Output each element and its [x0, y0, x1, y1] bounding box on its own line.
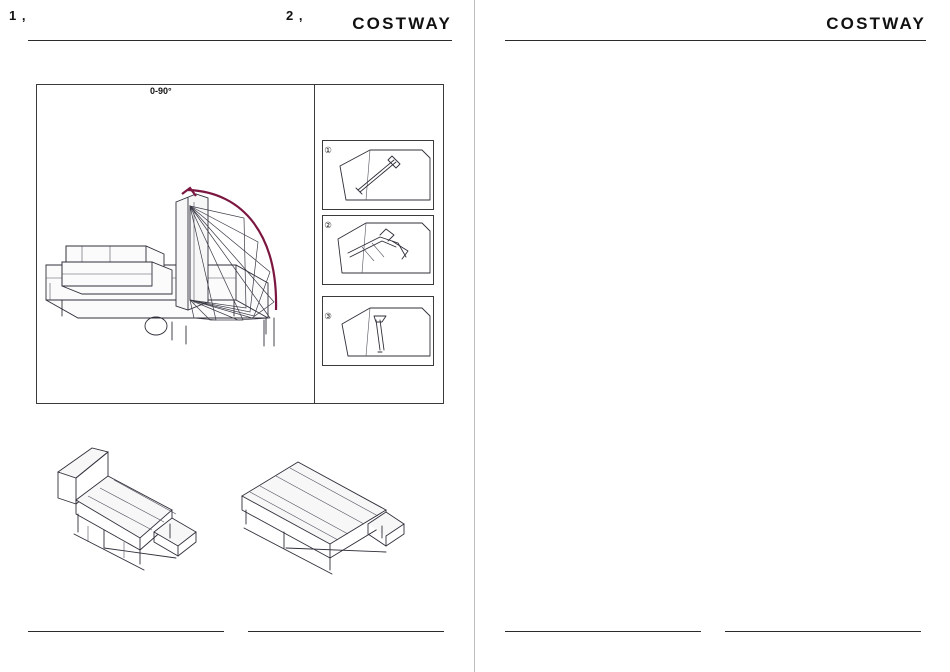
- header-rule-left: [28, 40, 452, 41]
- step-1-number: 1 ,: [9, 8, 27, 23]
- frame-joint-diagram: [336, 217, 434, 283]
- right-page: [475, 0, 950, 672]
- step-2-number: 2 ,: [286, 8, 304, 23]
- brand-logo-left: COSTWAY: [352, 14, 452, 33]
- panel-divider: [314, 85, 315, 403]
- reclining-backrest-diagram: [38, 150, 278, 365]
- footer-rule-right-1: [505, 631, 701, 632]
- footer-rule-left-2: [248, 631, 444, 632]
- chair-unfolded-diagram: [44, 438, 204, 578]
- angle-annotation: 0-90°: [150, 86, 172, 96]
- footer-rule-left-1: [28, 631, 224, 632]
- bolt-insert-diagram: [336, 142, 434, 208]
- substep-1-marker: ①: [324, 145, 332, 155]
- screw-tighten-diagram: [336, 298, 434, 364]
- left-page: [0, 0, 474, 672]
- substep-2-marker: ②: [324, 220, 332, 230]
- bed-flat-diagram: [236, 452, 408, 576]
- brand-logo-right: COSTWAY: [826, 14, 926, 33]
- substep-3-marker: ③: [324, 311, 332, 321]
- header-rule-right: [505, 40, 926, 41]
- footer-rule-right-2: [725, 631, 921, 632]
